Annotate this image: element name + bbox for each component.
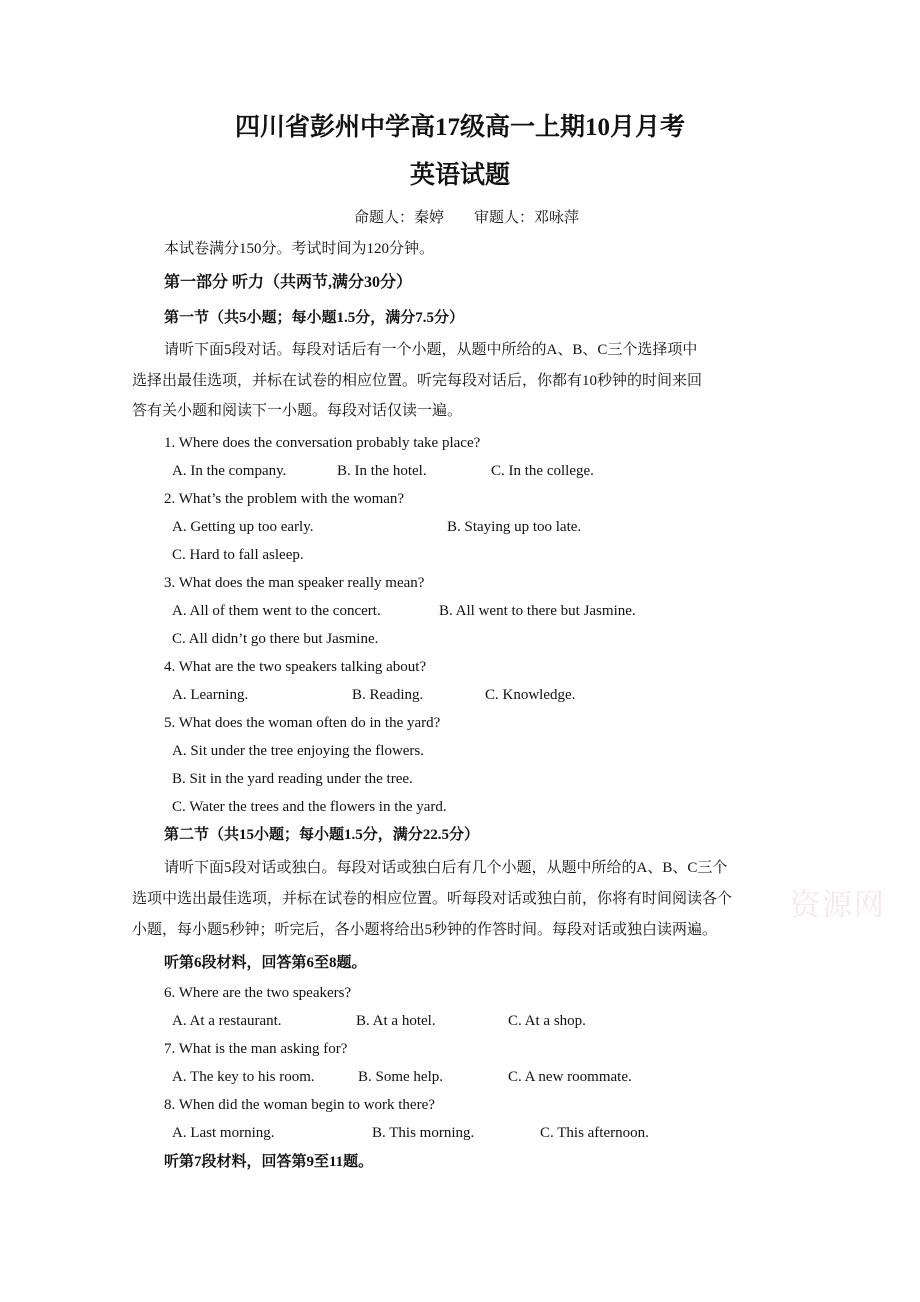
option: C. In the college. (491, 463, 594, 479)
option: C. At a shop. (508, 1013, 586, 1029)
section2-heading: 第二节（共15小题；每小题1.5分，满分22.5分） (164, 827, 480, 843)
option: C. A new roommate. (508, 1069, 632, 1085)
option: A. Last morning. (172, 1125, 275, 1141)
option: B. Some help. (358, 1069, 443, 1085)
option: B. All went to there but Jasmine. (439, 603, 636, 619)
option: C. Knowledge. (485, 687, 576, 703)
option: B. Staying up too late. (447, 519, 582, 535)
option: A. Sit under the tree enjoying the flowers. (172, 743, 425, 759)
option: C. Water the trees and the flowers in the yard. (172, 799, 447, 815)
section1-instructions-line: 答有关小题和阅读下一小题。每段对话仅读一遍。 (132, 403, 463, 419)
group7-heading: 听第7段材料，回答第9至11题。 (164, 1154, 374, 1170)
part1-heading: 第一部分 听力（共两节,满分30分） (164, 274, 413, 291)
option: A. At a restaurant. (172, 1013, 282, 1029)
question: 5. What does the woman often do in the yard? (164, 715, 441, 731)
section1-instructions-line: 选择出最佳选项，并标在试卷的相应位置。听完每段对话后，你都有10秒钟的时间来回 (132, 373, 703, 389)
section1-instructions-line: 请听下面5段对话。每段对话后有一个小题，从题中所给的A、B、C三个选择项中 (164, 342, 698, 358)
section1-heading: 第一节（共5小题；每小题1.5分，满分7.5分） (164, 310, 465, 326)
question: 8. When did the woman begin to work there? (164, 1097, 435, 1113)
question: 2. What’s the problem with the woman? (164, 491, 405, 507)
section2-instructions-line: 请听下面5段对话或独白。每段对话或独白后有几个小题，从题中所给的A、B、C三个 (164, 860, 728, 876)
document-title: 四川省彭州中学高17级高一上期10月月考 (234, 114, 685, 141)
question: 7. What is the man asking for? (164, 1041, 348, 1057)
watermark: 资源网 (790, 889, 886, 922)
option: C. Hard to fall asleep. (172, 547, 304, 563)
option: B. Sit in the yard reading under the tree. (172, 771, 413, 787)
authors: 命题人：秦婷 审题人：邓咏萍 (354, 210, 580, 226)
question: 6. Where are the two speakers? (164, 985, 352, 1001)
question: 1. Where does the conversation probably take place? (164, 435, 481, 451)
option: C. This afternoon. (540, 1125, 649, 1141)
option: B. Reading. (352, 687, 424, 703)
section2-instructions-line: 选项中选出最佳选项，并标在试卷的相应位置。听每段对话或独白前，你将有时间阅读各个 (132, 891, 733, 907)
intro: 本试卷满分150分。考试时间为120分钟。 (164, 241, 435, 257)
option: A. Learning. (172, 687, 249, 703)
option: A. All of them went to the concert. (172, 603, 381, 619)
question: 4. What are the two speakers talking about? (164, 659, 427, 675)
option: B. In the hotel. (337, 463, 427, 479)
option: C. All didn’t go there but Jasmine. (172, 631, 379, 647)
document-subtitle: 英语试题 (409, 162, 510, 189)
option: B. This morning. (372, 1125, 475, 1141)
option: A. Getting up too early. (172, 519, 314, 535)
group6-heading: 听第6段材料，回答第6至8题。 (164, 955, 367, 971)
question: 3. What does the man speaker really mean? (164, 575, 425, 591)
option: B. At a hotel. (356, 1013, 436, 1029)
option: A. In the company. (172, 463, 287, 479)
section2-instructions-line: 小题，每小题5秒钟；听完后，各小题将给出5秒钟的作答时间。每段对话或独白读两遍。 (132, 922, 718, 938)
option: A. The key to his room. (172, 1069, 315, 1085)
